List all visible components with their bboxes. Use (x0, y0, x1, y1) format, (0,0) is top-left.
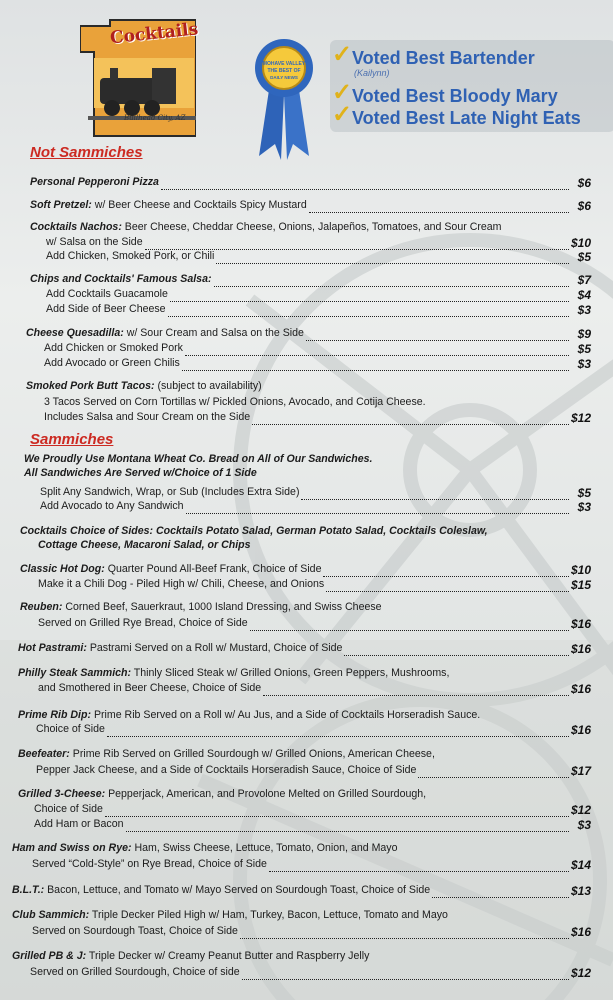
menu-item-text (18, 642, 342, 654)
menu-item-price: $17 (570, 764, 591, 778)
served-note: All Sandwiches Are Served w/Choice of 1 Side (24, 467, 257, 479)
menu-item-line (0, 909, 613, 924)
menu-item-description: Add Side of Beer Cheese (46, 303, 166, 315)
menu-item-description: Add Avocado to Any Sandwich (40, 500, 184, 512)
dot-leader (186, 500, 569, 514)
menu-item-line (0, 303, 613, 318)
logo-title: Cocktails (109, 19, 200, 49)
menu-item-text (20, 601, 382, 613)
menu-item-name: Beefeater: (18, 748, 70, 760)
award-label: Voted Best Bartender (352, 48, 535, 68)
menu-item-name: Prime Rib Dip: (18, 709, 91, 721)
menu-item-description: Add Chicken, Smoked Pork, or Chili (46, 250, 215, 262)
menu-item-description: Triple Decker w/ Creamy Peanut Butter and Raspberry Jelly (86, 950, 370, 962)
dot-leader (252, 411, 569, 425)
menu-item-price: $14 (570, 858, 591, 872)
menu-item-price: $4 (577, 288, 591, 302)
menu-item-description: Add Chicken or Smoked Pork (44, 342, 183, 354)
dot-leader (170, 288, 569, 302)
menu-item-description: w/ Sour Cream and Salsa on the Side (123, 327, 304, 339)
menu-item-text (38, 617, 248, 629)
menu-item-line (0, 288, 613, 303)
menu-item-text (40, 486, 299, 498)
menu-item-line (0, 667, 613, 682)
menu-item-line (0, 803, 613, 818)
menu-item-description: Bacon, Lettuce, and Tomato w/ Mayo Served on Sourdough Toast, Choice of Side (44, 884, 431, 896)
menu-item-line (0, 500, 613, 515)
dot-leader (216, 250, 569, 264)
dot-leader (242, 966, 569, 980)
menu-item-description: Served on Grilled Rye Bread, Choice of Side (38, 617, 248, 629)
award-best-bartender (332, 41, 535, 69)
menu-item-price: $16 (570, 617, 591, 631)
menu-item-text (44, 411, 250, 423)
menu-item-text (18, 667, 449, 679)
menu-item-description: w/ Salsa on the Side (46, 236, 143, 248)
menu-item-price: $16 (570, 925, 591, 939)
menu-item-name: Cheese Quesadilla: (26, 327, 124, 339)
dot-leader (126, 818, 569, 832)
menu-item-description: Add Ham or Bacon (34, 818, 124, 830)
sides-note-line-1: Cocktails Choice of Sides: Cocktails Potato Salad, German Potato Salad, Cocktails Coleslaw, (20, 525, 488, 537)
menu-item-price: $16 (570, 682, 591, 696)
award-ribbon-icon (253, 38, 315, 160)
menu-item-description: Pepperjack, American, and Provolone Melted on Grilled Sourdough, (105, 788, 427, 800)
menu-item-text (40, 500, 184, 512)
menu-item-description: Prime Rib Served on Grilled Sourdough w/ Grilled Onions, American Cheese, (69, 748, 435, 760)
menu-item-name: Ham and Swiss on Rye: (12, 842, 132, 854)
menu-item-line (0, 601, 613, 616)
menu-item-text (34, 803, 103, 815)
menu-item-text (12, 950, 369, 962)
menu-item-text (12, 909, 448, 921)
menu-item-text (44, 342, 183, 354)
checkmark-icon: ✓ (332, 41, 353, 68)
menu-item-description: and Smothered in Beer Cheese, Choice of Side (38, 682, 262, 694)
menu-item-text (46, 236, 143, 248)
menu-item-description: Add Cocktails Guacamole (46, 288, 168, 300)
dot-leader (269, 858, 569, 872)
menu-item-name: Chips and Cocktails' Famous Salsa: (30, 273, 212, 285)
menu-item-text (30, 221, 501, 233)
awards-box (330, 40, 613, 132)
menu-item-line (0, 788, 613, 803)
menu-item-description: Pepper Jack Cheese, and a Side of Cocktails Horseradish Sauce, Choice of Side (36, 764, 417, 776)
menu-item-price: $15 (570, 578, 591, 592)
menu-item-line (0, 764, 613, 779)
menu-item-description: Quarter Pound All-Beef Frank, Choice of Side (104, 563, 322, 575)
menu-item-text (38, 578, 324, 590)
menu-header (0, 0, 613, 140)
menu-item-price: $12 (570, 803, 591, 817)
menu-item-line (0, 396, 613, 411)
menu-item-description: Ham, Swiss Cheese, Lettuce, Tomato, Onion, and Mayo (131, 842, 398, 854)
award-best-late-night-eats (332, 101, 581, 129)
menu-item-text (30, 176, 159, 188)
menu-item-line (0, 748, 613, 763)
dot-leader (105, 803, 569, 817)
menu-item-description: w/ Beer Cheese and Cocktails Spicy Mustard (91, 199, 307, 211)
section-title-sammiches: Sammiches (30, 431, 114, 448)
menu-item-line (0, 327, 613, 342)
checkmark-icon: ✓ (332, 101, 353, 128)
dot-leader (107, 723, 569, 737)
menu-item-description: Served “Cold-Style” on Rye Bread, Choice of Side (32, 858, 267, 870)
award-best-bloody-mary (332, 79, 558, 107)
menu-item-price: $12 (570, 966, 591, 980)
menu-item-text (44, 396, 426, 408)
menu-item-description: Includes Salsa and Sour Cream on the Side (44, 411, 251, 423)
menu-item-text (18, 788, 426, 800)
menu-item-description: Served on Sourdough Toast, Choice of Side (32, 925, 238, 937)
menu-item-text (34, 818, 124, 830)
dot-leader (161, 176, 569, 190)
section-title-not-sammiches: Not Sammiches (30, 144, 143, 161)
sides-note-line-2: Cottage Cheese, Macaroni Salad, or Chips (38, 539, 251, 551)
menu-item-description: Triple Decker Piled High w/ Ham, Turkey, Bacon, Lettuce, Tomato and Mayo (89, 909, 448, 921)
menu-item-name: Club Sammich: (12, 909, 90, 921)
menu-item-price: $13 (570, 884, 591, 898)
menu-item-price: $16 (570, 642, 591, 656)
menu-item-line (0, 250, 613, 265)
menu-item-description: Pastrami Served on a Roll w/ Mustard, Choice of Side (86, 642, 343, 654)
dot-leader (145, 236, 569, 250)
menu-item-name: Soft Pretzel: (30, 199, 92, 211)
menu-item-text (26, 327, 304, 339)
menu-item-name: Smoked Pork Butt Tacos: (26, 380, 155, 392)
menu-item-description: Beer Cheese, Cheddar Cheese, Onions, Jalapeños, Tomatoes, and Sour Cream (121, 221, 502, 233)
logo-city: Bullhead City, AZ (124, 114, 186, 122)
menu-item-line (0, 563, 613, 578)
dot-leader (309, 199, 569, 213)
menu-item-line (0, 357, 613, 372)
menu-item-line (0, 486, 613, 501)
menu-item-line (0, 818, 613, 833)
menu-item-name: Personal Pepperoni Pizza (30, 176, 159, 188)
menu-item-text (12, 884, 430, 896)
cocktails-logo (80, 18, 200, 143)
dot-leader (240, 925, 569, 939)
menu-item-price: $3 (577, 500, 591, 514)
menu-item-line (0, 723, 613, 738)
menu-item-name: Reuben: (20, 601, 63, 613)
menu-item-line (0, 273, 613, 288)
dot-leader (344, 642, 569, 656)
dot-leader (306, 327, 569, 341)
menu-item-text (18, 709, 480, 721)
svg-text:MOHAVE VALLEY: MOHAVE VALLEY (262, 61, 306, 67)
menu-item-price: $3 (577, 303, 591, 317)
menu-item-name: Grilled PB & J: (12, 950, 87, 962)
menu-item-price: $6 (577, 176, 591, 190)
menu-item-price: $3 (577, 818, 591, 832)
menu-item-name: Cocktails Nachos: (30, 221, 122, 233)
menu-item-price: $5 (577, 342, 591, 356)
menu-item-text (46, 250, 214, 262)
menu-item-line (0, 578, 613, 593)
award-sub-label: (Kailynn) (354, 68, 390, 78)
menu-item-name: Hot Pastrami: (18, 642, 87, 654)
menu-item-line (0, 709, 613, 724)
dot-leader (301, 486, 569, 500)
menu-item-text (32, 925, 238, 937)
menu-item-price: $12 (570, 411, 591, 425)
menu-item-text (30, 199, 307, 211)
dot-leader (168, 303, 569, 317)
menu-item-description: Add Avocado or Green Chilis (44, 357, 180, 369)
menu-item-line (0, 236, 613, 251)
menu-item-line (0, 176, 613, 191)
dot-leader (432, 884, 569, 898)
dot-leader (182, 357, 569, 371)
award-label: Voted Best Bloody Mary (352, 86, 558, 106)
dot-leader (214, 273, 570, 287)
menu-item-text (32, 858, 267, 870)
dot-leader (418, 764, 569, 778)
menu-item-line (0, 642, 613, 657)
menu-item-name: Grilled 3-Cheese: (18, 788, 106, 800)
menu-item-price: $10 (570, 563, 591, 577)
menu-item-text (12, 842, 397, 854)
menu-item-line (0, 858, 613, 873)
menu-item-description: Choice of Side (34, 803, 103, 815)
menu-item-description: Thinly Sliced Steak w/ Grilled Onions, Green Peppers, Mushrooms, (131, 667, 450, 679)
menu-item-line (0, 342, 613, 357)
menu-item-price: $10 (570, 236, 591, 250)
menu-item-text (20, 563, 321, 575)
dot-leader (250, 617, 569, 631)
menu-item-text (26, 380, 262, 392)
menu-item-text (30, 966, 240, 978)
menu-item-line (0, 884, 613, 899)
checkmark-icon: ✓ (332, 79, 353, 106)
menu-item-line (0, 411, 613, 426)
menu-item-price: $6 (577, 199, 591, 213)
menu-item-price: $9 (577, 327, 591, 341)
menu-item-line (0, 842, 613, 857)
menu-item-description: Split Any Sandwich, Wrap, or Sub (Includes Extra Side) (40, 486, 300, 498)
menu-item-text (44, 357, 180, 369)
menu-item-text (18, 748, 435, 760)
dot-leader (323, 563, 569, 577)
menu-item-name: Philly Steak Sammich: (18, 667, 132, 679)
menu-item-price: $3 (577, 357, 591, 371)
menu-item-description: Make it a Chili Dog - Piled High w/ Chili, Cheese, and Onions (38, 578, 325, 590)
dot-leader (326, 578, 569, 592)
dot-leader (185, 342, 569, 356)
menu-item-description: 3 Tacos Served on Corn Tortillas w/ Pickled Onions, Avocado, and Cotija Cheese. (44, 396, 426, 408)
bread-note: We Proudly Use Montana Wheat Co. Bread on All of Our Sandwiches. (24, 453, 373, 465)
dot-leader (263, 682, 569, 696)
menu-item-description: (subject to availability) (154, 380, 262, 392)
menu-item-price: $5 (577, 250, 591, 264)
award-label: Voted Best Late Night Eats (352, 108, 581, 128)
menu-item-name: Classic Hot Dog: (20, 563, 105, 575)
menu-item-line (0, 617, 613, 632)
menu-item-line (0, 966, 613, 981)
menu-item-text (30, 273, 212, 285)
menu-item-text (46, 303, 166, 315)
menu-item-text (36, 764, 416, 776)
menu-item-description: Choice of Side (36, 723, 105, 735)
menu-item-price: $5 (577, 486, 591, 500)
menu-item-line (0, 682, 613, 697)
menu-item-description: Prime Rib Served on a Roll w/ Au Jus, and a Side of Cocktails Horseradish Sauce. (91, 709, 481, 721)
svg-text:THE BEST OF: THE BEST OF (267, 68, 301, 74)
menu-item-text (36, 723, 105, 735)
menu-item-line (0, 950, 613, 965)
menu-item-line (0, 380, 613, 395)
menu-item-text (38, 682, 261, 694)
menu-item-name: B.L.T.: (12, 884, 45, 896)
menu-item-description: Corned Beef, Sauerkraut, 1000 Island Dressing, and Swiss Cheese (62, 601, 382, 613)
menu-item-description: Served on Grilled Sourdough, Choice of side (30, 966, 240, 978)
menu-item-text (46, 288, 168, 300)
svg-text:DAILY NEWS: DAILY NEWS (270, 75, 298, 80)
menu-item-price: $7 (577, 273, 591, 287)
menu-item-line (0, 221, 613, 236)
menu-item-line (0, 925, 613, 940)
menu-item-price: $16 (570, 723, 591, 737)
menu-item-line (0, 199, 613, 214)
